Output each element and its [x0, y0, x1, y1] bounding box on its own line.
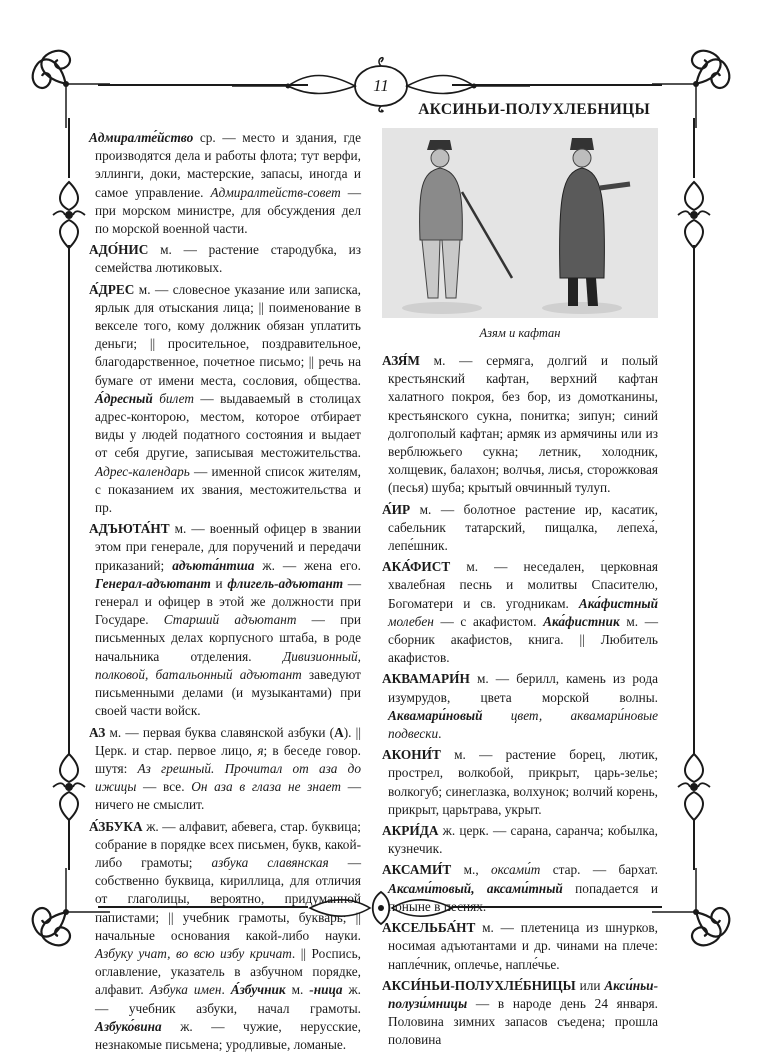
definition-text: ж. — чужие, нерусские, незнакомые письмена; уродливые, ломаные. [95, 1018, 361, 1052]
definition-text: ср. — место и здания, где производятся дела и работы флота; тут верфи, эллинги, доки, мастерские, запасы, иногда и самое управление. [95, 130, 361, 200]
dictionary-entry [382, 501, 658, 556]
derived-word: адъюта́нтша [172, 557, 255, 573]
definition-text: — собственно буквица, кириллица, для отличия от глаголицы, вероятно, придуманной папистами; || учебник грамоты, букварь; || начальные основания какой-либо науки. [95, 854, 361, 943]
side-ornament-right [674, 752, 714, 822]
example-text: Старший адъютант [163, 612, 297, 628]
definition-text: м. — неседален, церковная хвалебная песнь и молитвы Спасителю, Богоматери и св. угодникам. [388, 559, 658, 611]
definition-text: м. — сборник акафистов, книга. || Любитель акафистов. [388, 613, 658, 666]
dictionary-entry [382, 352, 658, 498]
example-text: Адмиралтейств-совет [210, 184, 341, 200]
corner-ornament-top-right [650, 40, 740, 130]
headword: АКСИ́НЬИ-ПОЛУХЛЕ́БНИЦЫ [382, 977, 576, 993]
example-text: Аз грешный. Прочитал от аза до ижицы [95, 760, 361, 795]
dictionary-entry [89, 520, 361, 720]
headword: АЗЯ́М [382, 353, 420, 368]
dictionary-entry [89, 818, 361, 1055]
dictionary-entry [382, 558, 658, 667]
dictionary-entry [382, 977, 658, 1050]
example-text: азбука славянская [211, 854, 329, 870]
definition-text: ). || Церк. и стар. первое лицо, [95, 724, 361, 758]
frame-right-line [693, 245, 695, 755]
definition-text: м. — плетеница из шнурков, носимая адъютантами и др. чинами на плече: напле́чник, оплечье, напле́чье. [388, 920, 658, 972]
derived-word: А́дресный [95, 390, 153, 406]
definition-text: м. — сермяга, долгий и полый крестьянский кафтан, верхний кафтан халатного покроя, без бор, из домотканины, крестьянского сукна, понитка; зипун; синий долгополый кафтан; армяк из армячины или из верблюжьего сукна; летник, холодник, холщевик, балахон; волчья, лисья, сторожковая (песья) шуба; крытый овчинный тулуп. [388, 353, 658, 496]
headword: АКРИ́ДА [382, 823, 439, 839]
example-text: молебен [388, 613, 434, 629]
definition-text: м. — словесное указание или записка, ярлык для отыскания лица; || поименование в векселе того, кому должник обязан уплатить деньги; || просительное, поздравительное, благодарственное, почетное письмо; || речь на бумаге от имени места, сословия, общества. [95, 281, 361, 388]
definition-text: ж. — жена его. [254, 557, 361, 573]
definition-text: — при морском министре, для обсуждения дел по морской военной части. [95, 184, 362, 237]
definition-text: м. — берилл, камень из рода изумрудов, цвета морской волны. [388, 671, 658, 705]
example-text: Азбука имен [149, 982, 222, 998]
dictionary-entry [89, 281, 361, 518]
derived-word: Акси́ньи-полузи́мницы [388, 977, 658, 1011]
definition-text: — с акафистом. [433, 613, 544, 629]
definition-text: м., [451, 862, 492, 878]
dictionary-entry [89, 129, 361, 238]
definition-text: заведуют письменными делами (и музыкантами) при своей части войск. [95, 666, 361, 719]
derived-word: флигель-адъютант [227, 575, 344, 591]
derived-word: -ница [309, 982, 343, 998]
headword: АДО́НИС [89, 242, 149, 258]
headword: АКВАМАРИ́Н [382, 671, 470, 687]
dictionary-entry [382, 919, 658, 974]
headword: А́ДРЕС [89, 281, 135, 297]
dictionary-entry [382, 861, 658, 916]
headword: АКСЕЛЬБА́НТ [382, 920, 476, 936]
definition-text: м. — болотное растение ир, касатик, сабельник татарский, пищалка, лепеха́, лепе́шник. [388, 501, 658, 554]
headword: АКА́ФИСТ [382, 559, 451, 575]
derived-word: А́збучник [230, 982, 286, 998]
figure [382, 128, 658, 341]
definition-text: м. [285, 982, 310, 998]
left-column [89, 129, 361, 1057]
example-text: Адрес-календарь [95, 463, 190, 479]
headword: АКСАМИ́Т [382, 862, 452, 878]
running-header: АКСИНЬИ-ПОЛУХЛЕБНИЦЫ [418, 101, 650, 118]
definition-text: . [221, 982, 231, 998]
definition-text: и [210, 575, 228, 591]
frame-left-line [68, 245, 70, 755]
definition-text: попадается и поныне в песнях. [388, 880, 658, 914]
headword: АЗ [89, 724, 106, 740]
figure-caption: Азям и кафтан [479, 326, 561, 340]
definition-text: м. — растение борец, лютик, прострел, волкобой, прикрыт, царь-зелье; волкогуб; синеглазка, волхунок; волчий корень, прикрыт, царьтрава, укрыт. [388, 747, 658, 817]
definition-text: — все. [136, 779, 192, 795]
definition-text: ; в беседе говор. шутя: [95, 742, 361, 776]
definition-text: ж. — учебник азбуки, начал грамоты. [95, 982, 361, 1016]
derived-word: Адмиралте́йство [89, 130, 194, 145]
definition-text: — генерал и офицер в этой же должности при Государе. [95, 575, 362, 628]
definition-text: м. — военный офицер в звании этом при генерале, для поручений и передачи приказаний; [95, 521, 361, 573]
dictionary-entry [382, 822, 658, 858]
definition-text: м. — растение стародубка, из семейства лютиковых. [95, 242, 361, 276]
side-ornament-left [49, 752, 89, 822]
derived-word: Ака́фистник [543, 613, 620, 629]
dictionary-entry [382, 670, 658, 743]
derived-word: Аквамари́новый [388, 707, 483, 723]
illustration-men-in-kaftans [382, 128, 658, 318]
definition-text: — при письменных делах корпусного штаба, в роде начальника отделения. [95, 612, 361, 664]
frame-right-line [693, 820, 695, 870]
derived-word: Ака́фистный [578, 595, 658, 611]
example-text: Он аза в глаза не знает [191, 779, 341, 795]
corner-ornament-bottom-right [650, 866, 740, 956]
side-ornament-right [674, 180, 714, 250]
example-text: Азбуку учат, во всю избу кричат [95, 945, 292, 961]
definition-text: . || Роспись, оглавление, указатель в азбучном порядке, алфавит. [95, 945, 361, 998]
definition-text: — в народе день 24 января. Половина зимних запасов съедена; прошла половина [388, 995, 658, 1048]
definition-text: или [575, 977, 605, 993]
example-text: я [257, 742, 264, 758]
right-column [382, 352, 658, 1053]
derived-word: Аксами́товый, аксами́тный [388, 880, 563, 896]
headword: АКОНИ́Т [382, 747, 441, 763]
headword: А́ЗБУКА [89, 818, 143, 834]
definition-text: . [438, 726, 442, 742]
definition-text: ж. церк. — сарана, саранча; кобылка, кузнечик. [388, 823, 658, 857]
corner-ornament-top-left [22, 40, 112, 130]
example-text: цвет, аквамари́новые подвески [388, 707, 658, 742]
example-text: оксами́т [491, 862, 541, 878]
definition-text [483, 708, 511, 723]
headword: А́ИР [382, 501, 411, 517]
example-text: Дивизионный, полковой, батальонный адъютант [95, 648, 361, 682]
dictionary-entry [89, 241, 361, 277]
definition-text: стар. — бархат. [540, 862, 658, 878]
page-number: 11 [373, 76, 389, 95]
derived-word: Генерал-адъютант [95, 575, 211, 591]
definition-text: — именной список жителям, с показанием их звания, местожительства и пр. [95, 463, 361, 516]
definition-text: м. — первая буква славянской азбуки ( [105, 724, 335, 740]
dictionary-entry [89, 724, 361, 815]
headword: АДЪЮТА́НТ [89, 521, 170, 537]
dictionary-entry [382, 746, 658, 819]
definition-text: ж. — алфавит, абевега, стар. буквица; собрание в порядке всех письмен, букв, какой-либо грамоты; [95, 818, 361, 870]
example-text: билет [159, 390, 194, 406]
headword: А [334, 724, 344, 740]
derived-word: Азбуко́вина [95, 1018, 162, 1034]
frame-left-line [68, 820, 70, 870]
side-ornament-left [49, 180, 89, 250]
definition-text: — ничего не смыслит. [95, 779, 361, 813]
definition-text: — выдаваемый в столицах адрес-конторою, местом, которое отбирает виды у людей податного состояния и выдает от себя другие, записывая местожительства. [95, 390, 361, 461]
